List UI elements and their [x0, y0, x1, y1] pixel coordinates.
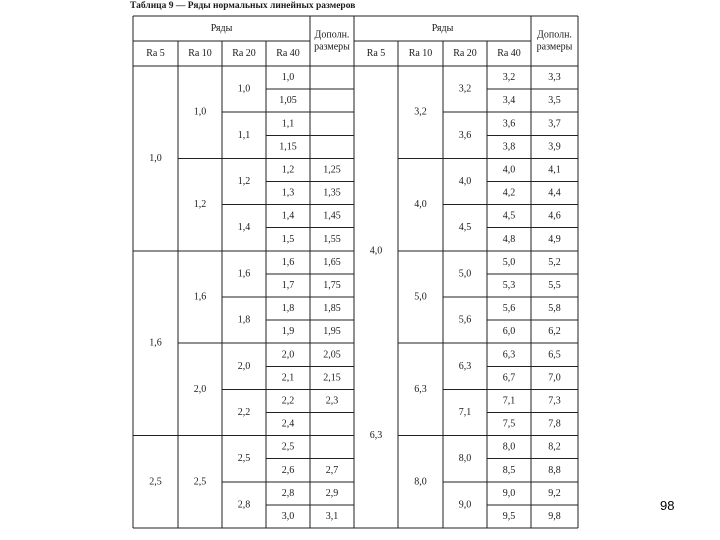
extra-size-cell: 2,05 — [323, 349, 341, 361]
ra40-cell: 1,5 — [281, 233, 295, 245]
ra40-cell: 5,0 — [502, 256, 516, 268]
page-number: 98 — [660, 498, 675, 513]
ra40-cell: 2,5 — [281, 441, 295, 453]
extra-size-cell: 8,2 — [548, 441, 561, 453]
ra40-cell: 1,2 — [281, 164, 295, 176]
ra10-cell: 1,2 — [193, 199, 207, 211]
ra20-cell: 3,6 — [458, 129, 472, 141]
extra-size-cell: 7,8 — [548, 418, 561, 430]
ra20-cell: 1,8 — [237, 314, 251, 326]
ra10-cell: 6,3 — [414, 383, 427, 395]
ra20-cell: 5,0 — [458, 268, 472, 280]
ra40-cell: 4,2 — [502, 187, 516, 199]
extra-size-cell: 2,9 — [325, 487, 339, 499]
ra40-cell: 3,6 — [502, 118, 516, 130]
extra-size-cell: 5,8 — [548, 303, 561, 315]
ra40-cell: 2,2 — [281, 395, 295, 407]
ra20-cell: 1,4 — [237, 222, 251, 234]
extra-size-cell: 5,5 — [548, 279, 561, 291]
header-extra: Дополн. — [537, 29, 572, 41]
header-extra: размеры — [314, 41, 350, 53]
ra10-cell: 5,0 — [414, 291, 427, 303]
ra40-cell: 2,4 — [281, 418, 295, 430]
extra-size-cell: 4,4 — [548, 187, 561, 199]
ra20-cell: 4,5 — [458, 222, 472, 234]
ra20-cell: 2,8 — [237, 499, 251, 511]
ra5-cell: 6,3 — [369, 430, 383, 442]
ra5-cell: 2,5 — [149, 476, 162, 488]
ra40-cell: 6,3 — [502, 349, 516, 361]
ra10-cell: 1,6 — [193, 291, 207, 303]
header-extra: Дополн. — [314, 29, 350, 41]
ra40-cell: 1,4 — [281, 210, 295, 222]
extra-size-cell: 1,25 — [323, 164, 341, 176]
header-ra5: Ra 5 — [146, 48, 165, 59]
ra40-cell: 8,0 — [502, 441, 516, 453]
ra20-cell: 1,6 — [237, 268, 251, 280]
header-ra20: Ra 20 — [232, 48, 256, 59]
ra40-cell: 3,0 — [281, 510, 295, 522]
ra40-cell: 3,2 — [502, 72, 516, 84]
ra40-cell: 1,0 — [281, 72, 295, 84]
extra-size-cell: 9,8 — [548, 510, 561, 522]
extra-size-cell: 1,55 — [323, 233, 341, 245]
extra-size-cell: 7,0 — [548, 372, 561, 384]
extra-size-cell: 6,5 — [548, 349, 561, 361]
ra20-cell: 1,0 — [237, 83, 251, 95]
extra-size-cell: 1,85 — [323, 303, 341, 315]
ra40-cell: 1,3 — [281, 187, 295, 199]
ra40-cell: 9,0 — [502, 487, 516, 499]
extra-size-cell: 2,3 — [325, 395, 339, 407]
extra-size-cell: 3,7 — [548, 118, 561, 130]
header-extra: размеры — [536, 41, 573, 53]
ra40-cell: 3,4 — [502, 95, 516, 107]
ra40-cell: 7,5 — [502, 418, 516, 430]
ra5-cell: 1,0 — [149, 152, 162, 164]
ra40-cell: 1,7 — [281, 279, 295, 291]
ra40-cell: 2,1 — [281, 372, 295, 384]
ra40-cell: 4,8 — [502, 233, 516, 245]
ra40-cell: 1,15 — [279, 141, 297, 153]
ra10-cell: 2,5 — [193, 476, 207, 488]
ra40-cell: 1,8 — [281, 303, 295, 315]
extra-size-cell: 1,75 — [323, 279, 341, 291]
header-ra10: Ra 10 — [188, 48, 212, 59]
ra10-cell: 1,0 — [193, 106, 207, 118]
header-ra40: Ra 40 — [497, 48, 521, 59]
ra10-cell: 4,0 — [414, 199, 427, 211]
ra5-cell: 4,0 — [369, 245, 383, 257]
extra-size-cell: 1,45 — [323, 210, 341, 222]
ra40-cell: 6,0 — [502, 326, 516, 338]
extra-size-cell: 6,2 — [548, 326, 561, 338]
ra10-cell: 2,0 — [193, 383, 207, 395]
ra20-cell: 6,3 — [458, 360, 472, 372]
extra-size-cell: 1,95 — [323, 326, 341, 338]
ra40-cell: 1,1 — [281, 118, 295, 130]
header-ra20: Ra 20 — [453, 48, 477, 59]
ra20-cell: 8,0 — [458, 453, 472, 465]
extra-size-cell: 4,1 — [548, 164, 561, 176]
ra20-cell: 4,0 — [458, 176, 472, 187]
ra40-cell: 8,5 — [502, 464, 516, 476]
extra-size-cell: 1,65 — [323, 256, 341, 268]
header-group-label: Ряды — [431, 23, 454, 34]
extra-size-cell: 8,8 — [548, 464, 561, 476]
ra20-cell: 2,2 — [237, 407, 251, 418]
extra-size-cell: 4,6 — [548, 210, 561, 222]
ra40-cell: 3,8 — [502, 141, 516, 153]
extra-size-cell: 7,3 — [548, 395, 561, 407]
ra40-cell: 1,6 — [281, 256, 295, 268]
ra20-cell: 2,5 — [237, 453, 251, 465]
header-ra5: Ra 5 — [366, 48, 386, 59]
ra40-cell: 9,5 — [502, 510, 516, 522]
ra20-cell: 1,2 — [237, 176, 251, 187]
ra20-cell: 5,6 — [458, 314, 472, 326]
ra10-cell: 8,0 — [414, 476, 427, 488]
ra40-cell: 1,9 — [281, 326, 295, 338]
ra5-cell: 1,6 — [149, 337, 162, 349]
extra-size-cell: 1,35 — [323, 187, 341, 199]
extra-size-cell: 4,9 — [548, 233, 561, 245]
extra-size-cell: 3,5 — [548, 95, 561, 107]
ra40-cell: 1,05 — [279, 95, 297, 107]
ra40-cell: 7,1 — [502, 395, 516, 407]
ra40-cell: 2,8 — [281, 487, 295, 499]
extra-size-cell: 3,9 — [548, 141, 561, 153]
ra40-cell: 2,0 — [281, 349, 295, 361]
ra40-cell: 4,0 — [502, 164, 516, 176]
ra10-cell: 3,2 — [414, 106, 427, 118]
ra20-cell: 7,1 — [458, 407, 472, 418]
ra40-cell: 6,7 — [502, 372, 516, 384]
extra-size-cell: 2,15 — [323, 372, 341, 384]
ra40-cell: 2,6 — [281, 464, 295, 476]
header-ra40: Ra 40 — [276, 48, 300, 59]
extra-size-cell: 5,2 — [548, 256, 561, 268]
ra20-cell: 3,2 — [458, 83, 472, 95]
ra20-cell: 2,0 — [237, 360, 251, 372]
ra40-cell: 5,3 — [502, 279, 516, 291]
table-caption: Таблица 9 — Ряды нормальных линейных размеров — [130, 1, 356, 11]
ra20-cell: 9,0 — [458, 499, 472, 511]
ra40-cell: 5,6 — [502, 303, 516, 315]
header-ra10: Ra 10 — [408, 48, 433, 59]
extra-size-cell: 3,1 — [325, 510, 339, 522]
extra-size-cell: 2,7 — [325, 464, 339, 476]
ra20-cell: 1,1 — [237, 129, 251, 141]
ra40-cell: 4,5 — [502, 210, 516, 222]
header-group-label: Ряды — [210, 23, 233, 34]
extra-size-cell: 9,2 — [548, 487, 561, 499]
extra-size-cell: 3,3 — [548, 72, 561, 84]
